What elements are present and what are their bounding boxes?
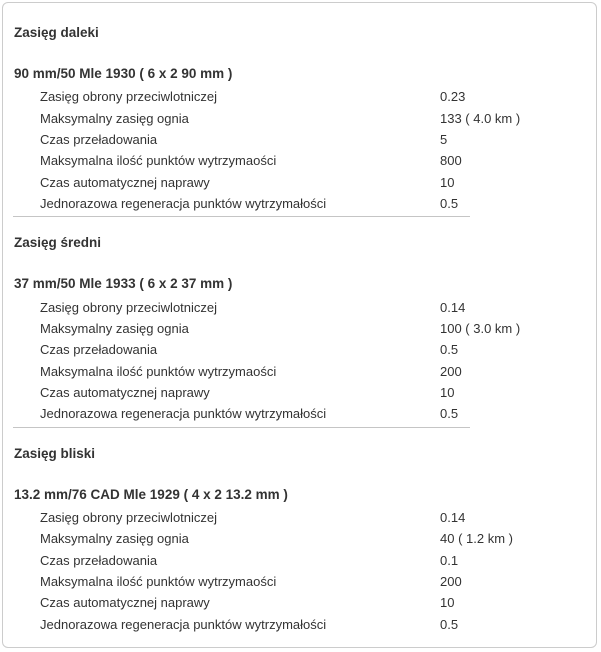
stat-row: [14, 107, 584, 128]
stat-row: [14, 296, 584, 317]
stat-value: 0.5: [440, 196, 459, 212]
stat-label: Zasięg obrony przeciwlotniczej: [40, 299, 218, 315]
stat-label: Jednorazowa regeneracja punktów wytrzymałości: [40, 196, 327, 212]
stat-label: Jednorazowa regeneracja punktów wytrzymałości: [40, 406, 327, 422]
section-title: Zasięg daleki: [14, 25, 99, 40]
stat-value: 100 ( 3.0 km ): [440, 320, 521, 336]
stat-value: 10: [440, 595, 455, 611]
stat-label: Maksymalna ilość punktów wytrzymaości: [40, 363, 277, 379]
stats-list: [14, 507, 584, 635]
stat-label: Maksymalny zasięg ognia: [40, 320, 189, 336]
stat-value: 0.14: [440, 299, 466, 315]
stat-row: [14, 193, 584, 214]
stat-label: Czas przeładowania: [40, 131, 158, 147]
section-title: Zasięg średni: [14, 235, 102, 251]
stat-label: Maksymalny zasięg ognia: [40, 531, 189, 547]
stat-row: [14, 507, 584, 528]
stat-row: [14, 129, 584, 150]
section-title: Zasięg bliski: [14, 445, 96, 461]
stat-label: Maksymalna ilość punktów wytrzymaości: [40, 574, 277, 590]
stats-list: [14, 296, 584, 424]
section-divider: [13, 216, 470, 217]
stat-value: 10: [440, 385, 455, 401]
stat-row: [14, 571, 584, 592]
stat-value: 10: [440, 174, 455, 190]
stat-row: [14, 172, 584, 193]
stat-row: [14, 86, 584, 107]
stat-value: 0.23: [440, 89, 466, 105]
stat-row: [14, 614, 584, 635]
stat-value: 200: [440, 363, 462, 379]
range-section: [14, 25, 584, 217]
stat-label: Maksymalny zasięg ognia: [40, 110, 189, 126]
stat-value: 0.14: [440, 509, 466, 525]
stat-label: Czas przeładowania: [40, 342, 158, 358]
stat-label: Zasięg obrony przeciwlotniczej: [40, 509, 218, 525]
stat-row: [14, 318, 584, 339]
stat-label: Czas automatycznej naprawy: [40, 385, 210, 401]
range-section: [14, 235, 584, 427]
stat-value: 0.5: [440, 406, 459, 422]
weapon-title: 13.2 mm/76 CAD Mle 1929 ( 4 x 2 13.2 mm ): [14, 486, 288, 502]
stat-label: Jednorazowa regeneracja punktów wytrzymałości: [40, 616, 327, 632]
stat-row: [14, 592, 584, 613]
stat-value: 40 ( 1.2 km ): [440, 531, 513, 547]
stat-value: 0.1: [440, 552, 459, 568]
stat-row: [14, 403, 584, 424]
stat-value: 5: [440, 131, 448, 147]
weapon-title: 37 mm/50 Mle 1933 ( 6 x 2 37 mm ): [14, 276, 233, 292]
stat-label: Zasięg obrony przeciwlotniczej: [40, 89, 218, 105]
stat-value: 0.5: [440, 616, 459, 632]
stat-label: Maksymalna ilość punktów wytrzymaości: [40, 153, 277, 169]
stat-value: 800: [440, 153, 462, 169]
stat-row: [14, 549, 584, 570]
stat-label: Czas przeładowania: [40, 552, 158, 568]
weapon-title: 90 mm/50 Mle 1930 ( 6 x 2 90 mm ): [14, 66, 233, 81]
stat-value: 133 ( 4.0 km ): [440, 110, 521, 126]
stat-row: [14, 528, 584, 549]
stat-row: [14, 382, 584, 403]
aa-defense-panel: [2, 2, 597, 648]
stat-label: Czas automatycznej naprawy: [40, 174, 210, 190]
stats-list: [14, 86, 584, 214]
section-divider: [13, 427, 470, 428]
stat-value: 200: [440, 574, 462, 590]
stat-label: Czas automatycznej naprawy: [40, 595, 210, 611]
stat-row: [14, 150, 584, 171]
range-section: [14, 446, 584, 635]
stat-row: [14, 339, 584, 360]
stat-value: 0.5: [440, 342, 459, 358]
stat-row: [14, 361, 584, 382]
